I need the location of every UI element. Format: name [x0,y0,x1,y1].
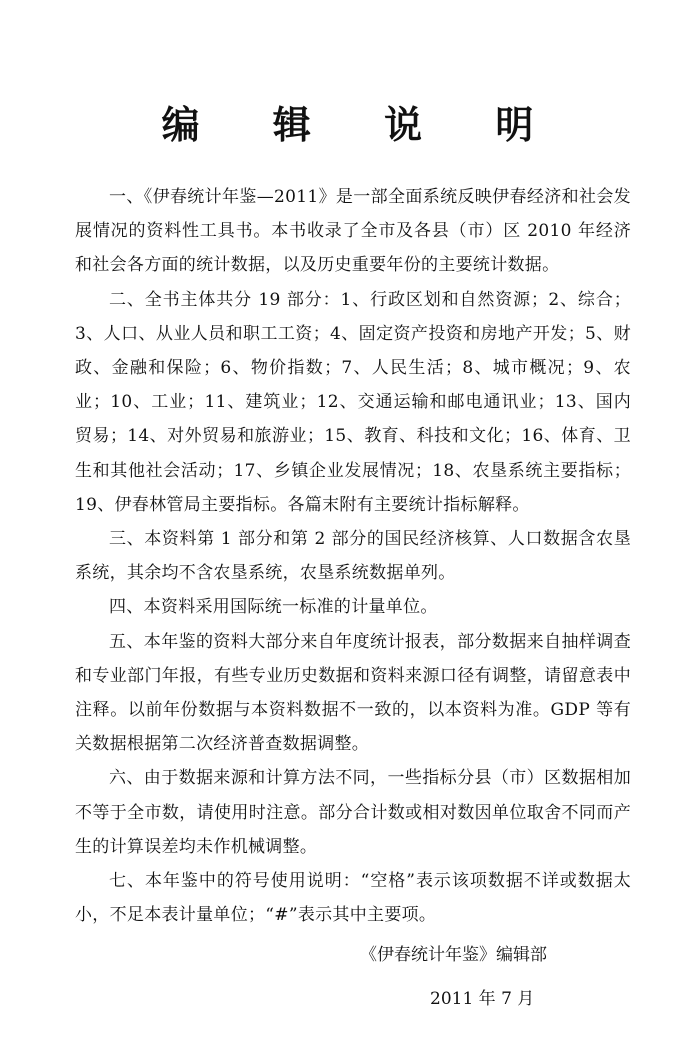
editorial-signature: 《伊春统计年鉴》编辑部 [360,945,547,965]
paragraph-2: 二、全书主体共分 19 部分：1、行政区划和自然资源；2、综合；3、人口、从业人员和职工工资；4、固定资产投资和房地产开发；5、财政、金融和保险；6、物价指数；7、人民生活；8、城市概况；9、农业；10、工业；11、建筑业；12、交通运输和邮电通讯业；13、国内贸易；14、对外贸易和旅游业；15、教育、科技和文化；16、体育、卫生和其他社会活动；17、乡镇企业发展情况；18、农垦系统主要指标；19、伊春林管局主要指标。各篇末附有主要统计指标解释。 [75,289,631,515]
paragraph-5: 五、本年鉴的资料大部分来自年度统计报表，部分数据来自抽样调查和专业部门年报，有些专业历史数据和资料来源口径有调整，请留意表中注释。以前年份数据与本资料数据不一致的，以本资料为准。GDP 等有关数据根据第二次经济普查数据调整。 [75,631,631,755]
document-body [75,180,631,932]
paragraph-3: 三、本资料第 1 部分和第 2 部分的国民经济核算、人口数据含农垦系统，其余均不含农垦系统，农垦系统数据单列。 [75,529,631,584]
paragraph-4: 四、本资料采用国际统一标准的计量单位。 [109,597,438,618]
paragraph-7: 七、本年鉴中的符号使用说明：“空格”表示该项数据不详或数据太小，不足本表计量单位；“#”表示其中主要项。 [75,871,631,926]
page-title: 编 辑 说 明 [161,102,564,147]
paragraph-6: 六、由于数据来源和计算方法不同，一些指标分县（市）区数据相加不等于全市数，请使用时注意。部分合计数或相对数因单位取舍不同而产生的计算误差均未作机械调整。 [75,768,631,857]
publication-date: 2011 年 7 月 [430,989,535,1009]
paragraph-1: 一、《伊春统计年鉴—2011》是一部全面系统反映伊春经济和社会发展情况的资料性工具书。本书收录了全市及各县（市）区 2010 年经济和社会各方面的统计数据，以及历史重要年份的主要统计数据。 [75,187,631,276]
